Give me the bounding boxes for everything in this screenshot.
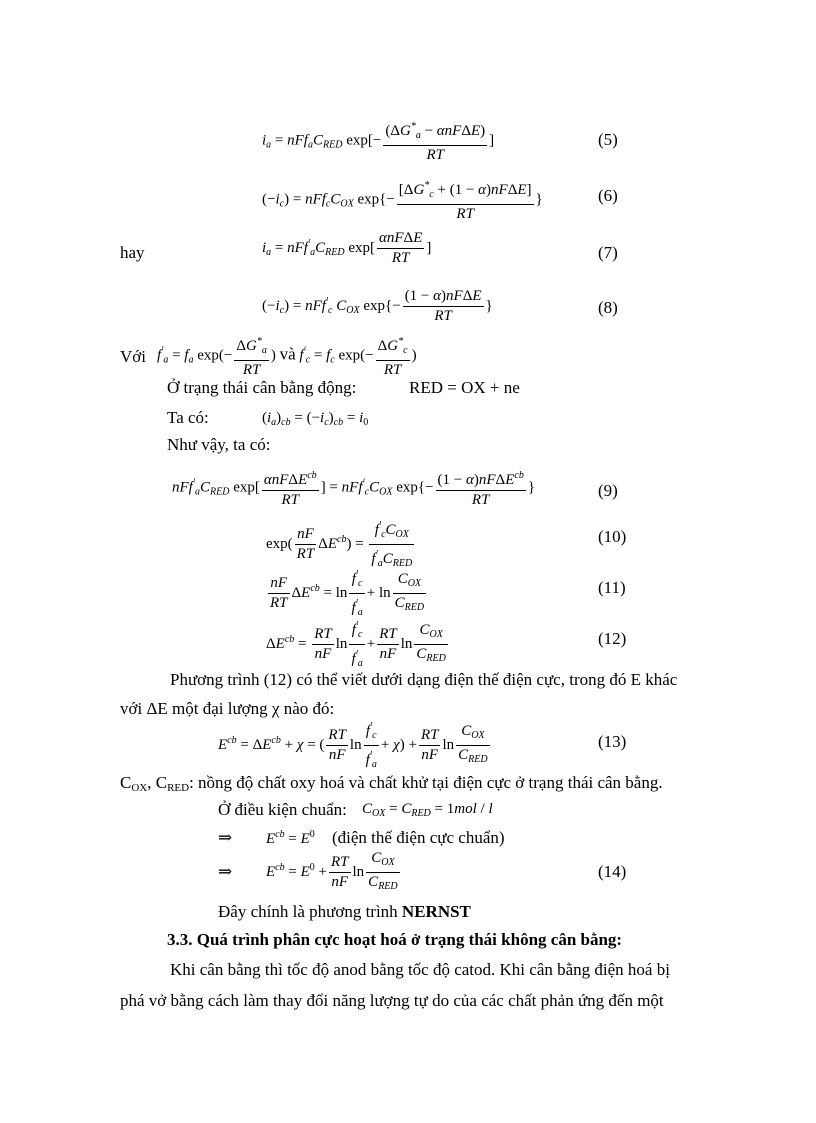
equation-11: $\frac{nF}{RT}$ $\Delta E^{cb} = \ln$ $\frac{f'_c}{f'_a}$ + ln $C_{OX}$ $C_{RED}$ (266, 566, 428, 621)
va-label: và (279, 344, 296, 364)
equilibrium-label: Ở trạng thái cân bằng động: (167, 378, 357, 397)
equilibrium-reaction: RED = OX + ne (409, 378, 520, 397)
nhu-vay-label: Như vậy, ta có: (167, 435, 271, 454)
paragraph-nonequilibrium: Khi cân bằng thì tốc độ anod bằng tốc độ catod. Khi cân bằng điện hoá bị (170, 960, 670, 979)
equation-9: $nFf'_aC_{RED}$ exp[ αnFΔE$^{cb}$ RT ] = $nFf'_cC_{OX}$ exp{− (1 − α)nFΔE$^{cb}$ RT } (172, 467, 535, 509)
equation-14: $E^{cb} = E^0$ + $\frac{RT}{nF}$ ln $C_{OX}$ $C_{RED}$ (266, 850, 398, 892)
equation-13: $E^{cb} = \Delta E^{cb} + \chi$ = ( $\frac{RT}{nF}$ ln $\frac{f'_c}{f'_a}$ + χ) + $\frac{RT}{nF}$ ln $C_{OX}$ $C_{RED}$ (218, 718, 492, 773)
equation-number: (6) (598, 186, 618, 205)
equation-5: $i_a = nFf_aC_{RED}$ exp[− $(\Delta G^*_a - \alpha nF\Delta E)$ RT ] (262, 118, 494, 164)
equation-8: $(-i_c) = nFf'_c$ $C_{OX}$ exp{− (1 − α)nFΔE RT } (262, 288, 493, 324)
equation-number: (13) (598, 732, 627, 751)
voi-label: Với (120, 347, 146, 366)
equation-6: $(-i_c) = nFf_cC_{OX}$ exp{− $[\Delta G^*_c + (1 - \alpha)nF\Delta E]$ RT } (262, 177, 543, 223)
equation-7: $i_a = nFf'_aC_{RED}$ exp[ αnFΔE RT ] (262, 230, 432, 266)
equation-number: (9) (598, 481, 618, 500)
equation-number: (5) (598, 130, 618, 149)
equation-number: (14) (598, 862, 627, 881)
standard-potential-equation: $E^{cb} = E^0$ (266, 829, 315, 847)
definition-f-prime: $f'_a = f_a$ exp(− $\frac{\Delta G^*_a}{RT}$ ) và $f'_c = f_c$ exp(− $\frac{\Delta G^*_c}{RT}$ ) (157, 333, 417, 379)
standard-concentration-equation: $C_{OX} = C_{RED} = 1mol / l$ (362, 801, 493, 819)
concentration-definition: $C_{OX}$, $C_{RED}$: nồng độ chất oxy hoá và chất khử tại điện cực ở trạng thái cân bằng. (120, 773, 663, 794)
standard-condition-label: Ở điều kiện chuẩn: (218, 800, 347, 819)
exchange-current-equation: $(i_a)_{cb} = (-i_c)_{cb} = i_0$ (262, 410, 369, 428)
nernst-statement: Đây chính là phương trình NERNST (218, 902, 471, 921)
ta-co-label: Ta có: (167, 408, 209, 427)
equation-number: (8) (598, 298, 618, 317)
implies-arrow: ⇒ (218, 862, 233, 881)
implies-arrow: ⇒ (218, 828, 233, 847)
standard-potential-note: (điện thế điện cực chuẩn) (332, 828, 505, 847)
equation-12: $\Delta E^{cb}$ = $\frac{RT}{nF}$ ln $\frac{f'_c}{f'_a}$ + $\frac{RT}{nF}$ ln $C_{OX}$ $C_{RED}$ (266, 617, 450, 672)
equation-number: (11) (598, 578, 626, 597)
paragraph-nonequilibrium-2: phá vở bằng cách làm thay đổi năng lượng tự do của các chất phản ứng đến một (120, 991, 664, 1010)
equation-number: (10) (598, 527, 627, 546)
section-heading: 3.3. Quá trình phân cực hoạt hoá ở trạng thái không cân bằng: (167, 930, 623, 949)
hay-label: hay (120, 243, 145, 262)
paragraph-eq12-note-2: với ΔE một đại lượng χ nào đó: (120, 699, 335, 718)
equation-number: (12) (598, 629, 627, 648)
equation-10: exp( $\frac{nF}{RT}$ $\Delta E^{cb}$) = $f'_cC_{OX}$ $f'_aC_{RED}$ (266, 517, 416, 572)
equation-number: (7) (598, 243, 618, 262)
paragraph-eq12-note: Phương trình (12) có thể viết dưới dạng điện thế điện cực, trong đó E khác (170, 670, 678, 689)
